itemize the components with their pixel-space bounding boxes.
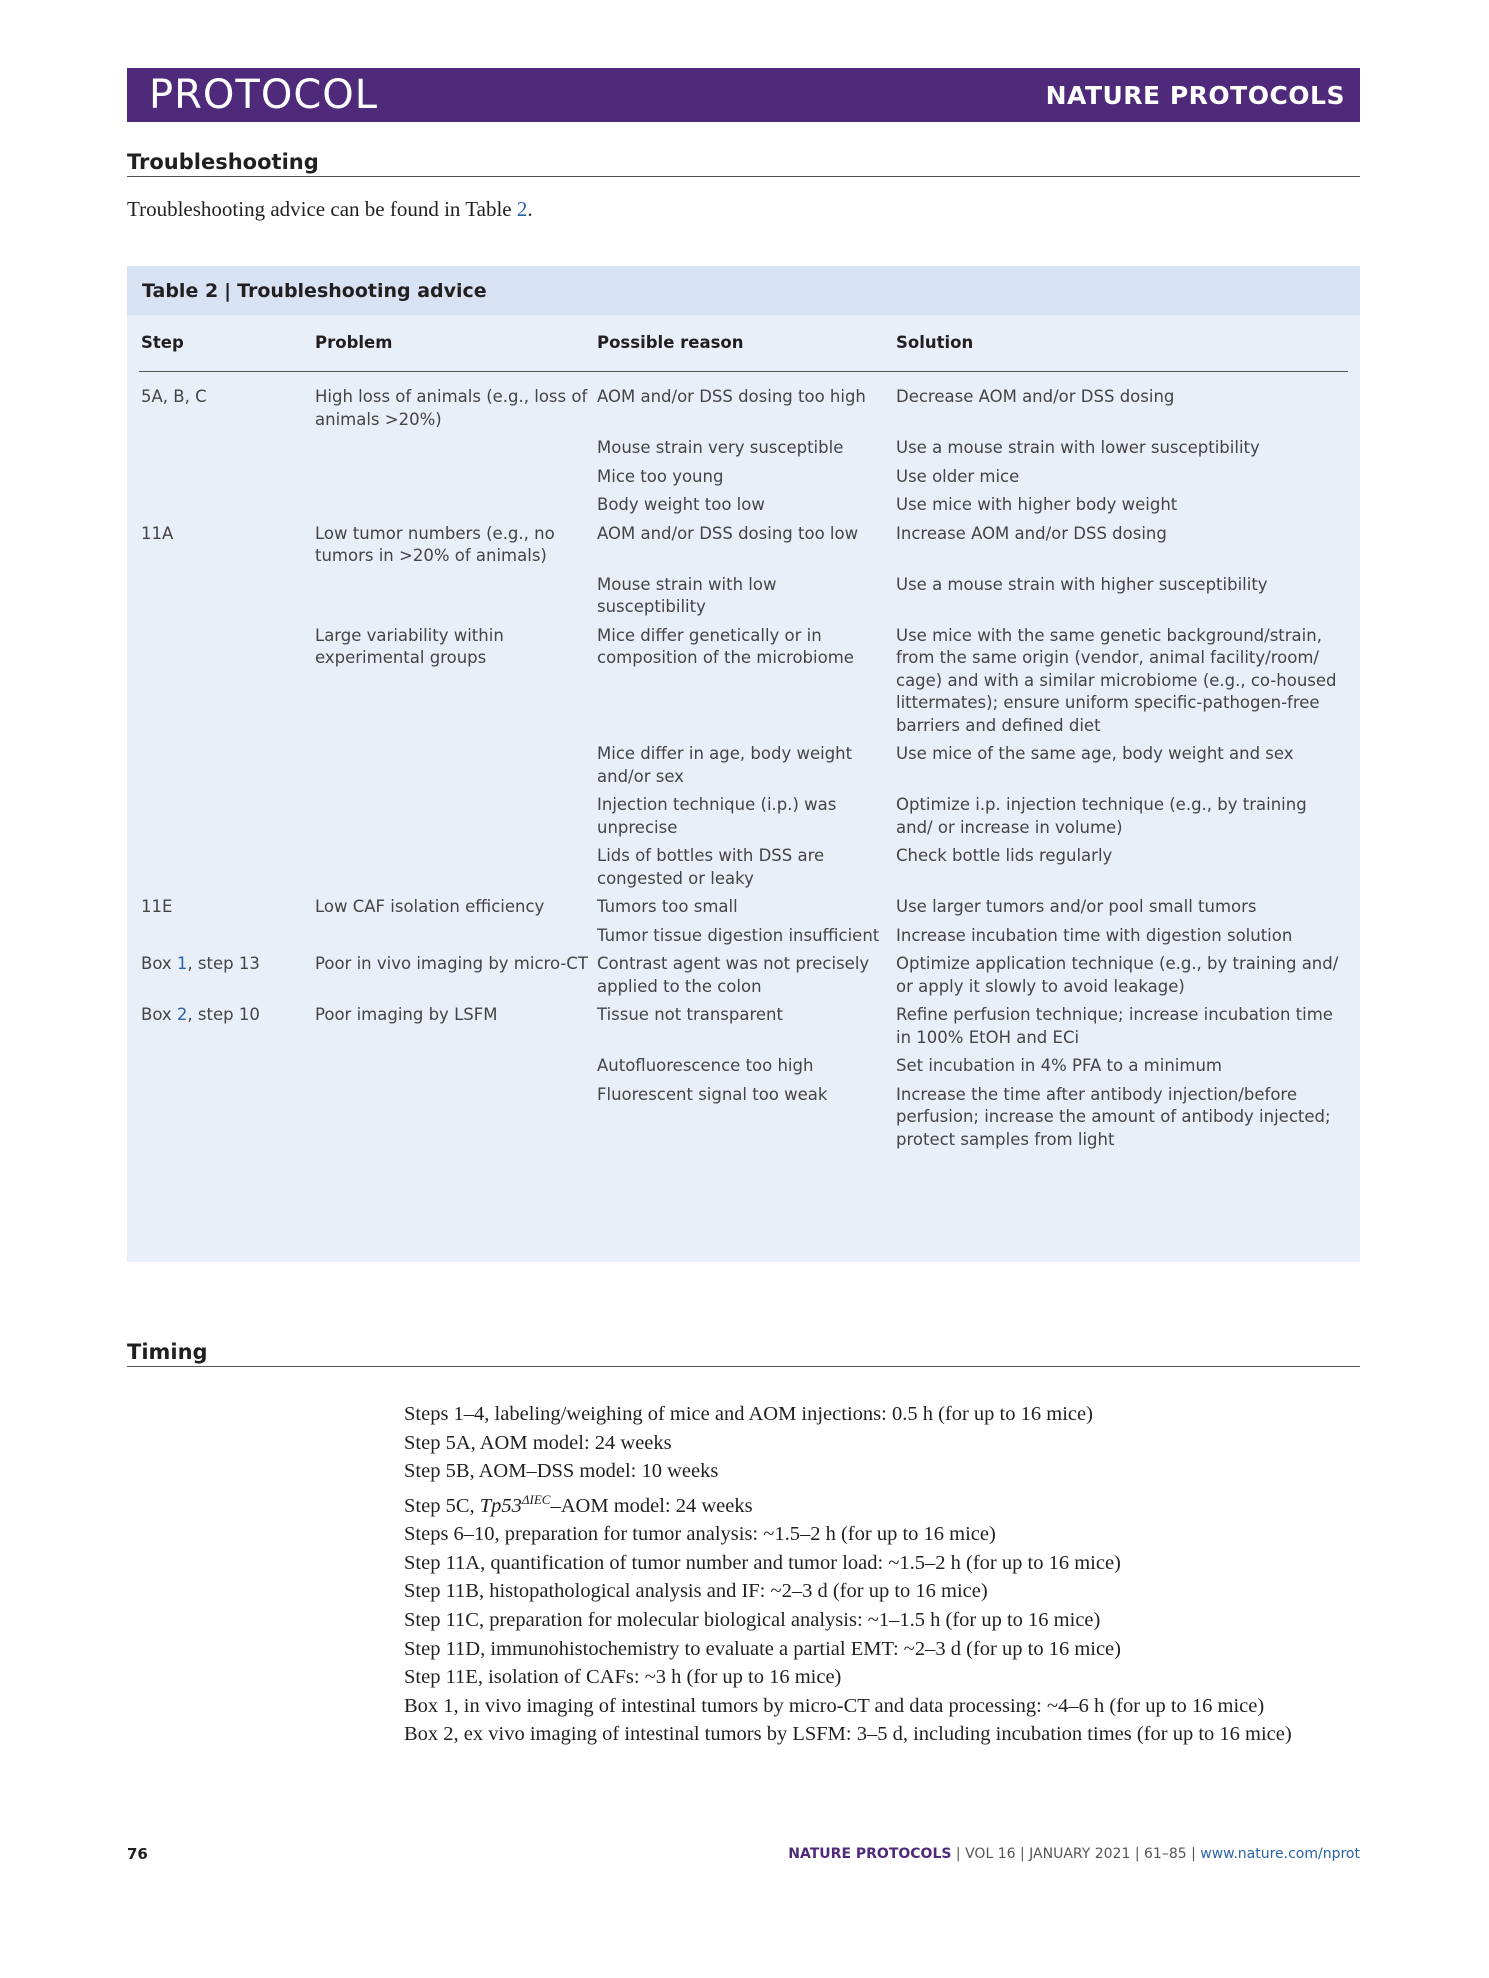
cell-problem xyxy=(313,437,595,466)
cell-solution: Use older mice xyxy=(896,466,1020,486)
cell-problem xyxy=(313,925,595,954)
step-prefix: Box xyxy=(141,954,177,973)
footer-citation xyxy=(788,1846,1360,1862)
footer-volume: VOL 16 xyxy=(965,1846,1016,1862)
step-suffix: , step 13 xyxy=(187,954,260,973)
cell-step xyxy=(139,925,313,954)
cell-problem xyxy=(313,574,595,625)
timing-line: Step 11D, immunohistochemistry to evaluate a partial EMT: ~2–3 d (for up to 16 mice) xyxy=(404,1637,1121,1660)
timing-line: Step 5B, AOM–DSS model: 10 weeks xyxy=(404,1460,719,1483)
column-header-reason: Possible reason xyxy=(595,315,894,372)
cell-solution: Increase the time after antibody injection/before perfusion; increase the amount of antibody injected; protect samples from light xyxy=(896,1084,1331,1149)
cell-solution: Use larger tumors and/or pool small tumors xyxy=(896,897,1257,916)
page-number: 76 xyxy=(127,1845,148,1863)
troubleshooting-heading: Troubleshooting xyxy=(127,150,1360,177)
column-header-solution: Solution xyxy=(894,315,1348,372)
footer-journal: NATURE PROTOCOLS xyxy=(788,1846,952,1862)
cell-reason: Tissue not transparent xyxy=(597,1005,783,1024)
cell-reason: Mouse strain with low susceptibility xyxy=(597,574,777,616)
cell-problem: Low tumor numbers (e.g., no tumors in >20% of animals) xyxy=(315,523,555,565)
journal-label: NATURE PROTOCOLS xyxy=(1045,80,1345,110)
cell-reason: Autofluorescence too high xyxy=(597,1056,814,1075)
table-row xyxy=(139,896,1348,925)
cell-step xyxy=(139,953,313,1004)
cell-solution: Optimize application technique (e.g., by training and/ or apply it slowly to avoid leakage) xyxy=(896,954,1339,996)
tp53-prefix: Step 5C, xyxy=(404,1494,480,1517)
table-caption xyxy=(127,266,1360,315)
footer-sep: | xyxy=(1130,1846,1144,1862)
cell-problem: Poor in vivo imaging by micro-CT xyxy=(315,954,588,973)
cell-reason: Mouse strain very susceptible xyxy=(597,438,844,457)
cell-problem: High loss of animals (e.g., loss of animals >20%) xyxy=(315,387,588,429)
cell-step xyxy=(139,1055,313,1084)
timing-line: Steps 1–4, labeling/weighing of mice and AOM injections: 0.5 h (for up to 16 mice) xyxy=(404,1403,1093,1425)
cell-step xyxy=(139,794,313,845)
cell-step xyxy=(139,1004,313,1055)
troubleshooting-table xyxy=(139,315,1348,1157)
step-suffix: , step 10 xyxy=(187,1005,260,1024)
cell-step xyxy=(139,574,313,625)
timing-line: Box 2, ex vivo imaging of intestinal tumors by LSFM: 3–5 d, including incubation times (for up to 16 mice) xyxy=(404,1723,1292,1746)
table-header-row xyxy=(139,315,1348,372)
table-row xyxy=(139,466,1348,495)
footer-sep: | xyxy=(1015,1846,1030,1862)
cell-problem xyxy=(313,1055,595,1084)
table-row xyxy=(139,845,1348,896)
cell-solution: Use a mouse strain with higher susceptibility xyxy=(896,574,1268,594)
tp53-suffix: –AOM model: 24 weeks xyxy=(550,1494,753,1517)
cell-solution: Decrease AOM and/or DSS dosing xyxy=(896,387,1175,406)
tp53-superscript: ΔIEC xyxy=(521,1491,551,1507)
cell-solution: Increase incubation time with digestion solution xyxy=(896,925,1293,945)
table-row xyxy=(139,925,1348,954)
table-link[interactable]: 2 xyxy=(516,197,528,221)
cell-reason: AOM and/or DSS dosing too low xyxy=(597,523,859,543)
timing-line: Step 11C, preparation for molecular biological analysis: ~1–1.5 h (for up to 16 mice) xyxy=(404,1608,1101,1631)
table-row xyxy=(139,743,1348,794)
timing-line: Step 11E, isolation of CAFs: ~3 h (for up to 16 mice) xyxy=(404,1666,842,1689)
cell-problem xyxy=(313,494,595,523)
footer-sep: | xyxy=(1186,1846,1201,1862)
cell-problem: Low CAF isolation efficiency xyxy=(315,897,545,916)
timing-list xyxy=(404,1400,1361,1749)
step-prefix: Box xyxy=(141,1005,177,1024)
timing-line: Step 11B, histopathological analysis and IF: ~2–3 d (for up to 16 mice) xyxy=(404,1580,988,1603)
cell-problem xyxy=(313,743,595,794)
cell-solution: Refine perfusion technique; increase incubation time in 100% EtOH and ECi xyxy=(896,1005,1333,1047)
cell-step xyxy=(139,494,313,523)
header-banner xyxy=(127,68,1360,122)
column-header-problem: Problem xyxy=(313,315,595,372)
section-type-label: PROTOCOL xyxy=(149,72,379,118)
cell-problem xyxy=(313,845,595,896)
table-row xyxy=(139,437,1348,466)
timing-line: Step 11A, quantification of tumor number and tumor load: ~1.5–2 h (for up to 16 mice) xyxy=(404,1551,1121,1574)
intro-end: . xyxy=(527,197,533,221)
cell-step xyxy=(139,743,313,794)
troubleshooting-table-box xyxy=(127,266,1360,1262)
table-row xyxy=(139,574,1348,625)
table-label: Table 2 xyxy=(142,279,219,302)
cell-step xyxy=(139,466,313,495)
table-row xyxy=(139,625,1348,744)
table-caption-text: Troubleshooting advice xyxy=(237,279,487,302)
caption-separator: | xyxy=(224,279,232,302)
footer-pages: 61–85 xyxy=(1144,1846,1187,1862)
intro-text: Troubleshooting advice can be found in Table xyxy=(127,197,517,221)
table-row xyxy=(139,372,1348,438)
cell-reason: Fluorescent signal too weak xyxy=(597,1084,828,1104)
cell-problem xyxy=(313,1084,595,1158)
table-row xyxy=(139,523,1348,574)
cell-reason: Tumors too small xyxy=(597,897,738,916)
tp53-gene: Tp53 xyxy=(479,1494,522,1517)
footer-date: JANUARY 2021 xyxy=(1029,1846,1131,1862)
cell-reason: Body weight too low xyxy=(597,495,765,514)
table-row xyxy=(139,1084,1348,1158)
cell-step xyxy=(139,437,313,466)
box-link[interactable]: 2 xyxy=(176,1005,188,1024)
cell-solution: Increase AOM and/or DSS dosing xyxy=(896,523,1167,543)
table-row xyxy=(139,494,1348,523)
footer-sep: | xyxy=(951,1846,966,1862)
troubleshooting-intro xyxy=(127,197,533,222)
table-row xyxy=(139,794,1348,845)
cell-reason: Injection technique (i.p.) was unprecise xyxy=(597,795,837,837)
timing-heading: Timing xyxy=(127,1340,1360,1367)
table-row xyxy=(139,953,1348,1004)
cell-step: 5A, B, C xyxy=(141,387,207,406)
cell-solution: Use mice with higher body weight xyxy=(896,495,1178,514)
timing-line: Box 1, in vivo imaging of intestinal tumors by micro-CT and data processing: ~4–6 h (for up to 16 mice) xyxy=(404,1694,1265,1717)
cell-problem: Large variability within experimental groups xyxy=(315,625,504,667)
table-row xyxy=(139,1055,1348,1084)
cell-solution: Use mice of the same age, body weight and sex xyxy=(896,744,1294,763)
cell-step xyxy=(139,845,313,896)
cell-reason: AOM and/or DSS dosing too high xyxy=(597,387,866,406)
box-link[interactable]: 1 xyxy=(176,954,188,973)
table-row xyxy=(139,1004,1348,1055)
cell-reason: Contrast agent was not precisely applied to the colon xyxy=(597,954,870,996)
cell-step xyxy=(139,625,313,744)
footer-url[interactable]: www.nature.com/nprot xyxy=(1200,1846,1360,1862)
cell-step xyxy=(139,1084,313,1158)
cell-reason: Lids of bottles with DSS are congested or leaky xyxy=(597,846,825,888)
cell-step: 11E xyxy=(141,897,173,916)
cell-solution: Check bottle lids regularly xyxy=(896,846,1113,865)
cell-reason: Mice too young xyxy=(597,466,724,486)
column-header-step: Step xyxy=(139,315,313,372)
cell-problem xyxy=(313,466,595,495)
timing-line: Step 5A, AOM model: 24 weeks xyxy=(404,1431,672,1454)
cell-reason: Tumor tissue digestion insufficient xyxy=(597,925,880,945)
cell-solution: Optimize i.p. injection technique (e.g., by training and/ or increase in volume) xyxy=(896,795,1307,837)
cell-solution: Set incubation in 4% PFA to a minimum xyxy=(896,1056,1222,1075)
cell-problem xyxy=(313,794,595,845)
cell-problem: Poor imaging by LSFM xyxy=(315,1005,498,1024)
cell-solution: Use a mouse strain with lower susceptibility xyxy=(896,438,1260,457)
cell-step: 11A xyxy=(141,523,174,543)
cell-reason: Mice differ in age, body weight and/or sex xyxy=(597,744,853,786)
timing-line: Steps 6–10, preparation for tumor analysis: ~1.5–2 h (for up to 16 mice) xyxy=(404,1523,996,1546)
cell-reason: Mice differ genetically or in composition of the microbiome xyxy=(597,625,854,667)
cell-solution: Use mice with the same genetic background/strain, from the same origin (vendor, animal facility/room/ cage) and with a similar microbiome (e.g., co-housed littermates); ensure uniform specific-pathogen-free barriers and defined diet xyxy=(896,625,1337,735)
timing-line-tp53 xyxy=(404,1486,1361,1520)
